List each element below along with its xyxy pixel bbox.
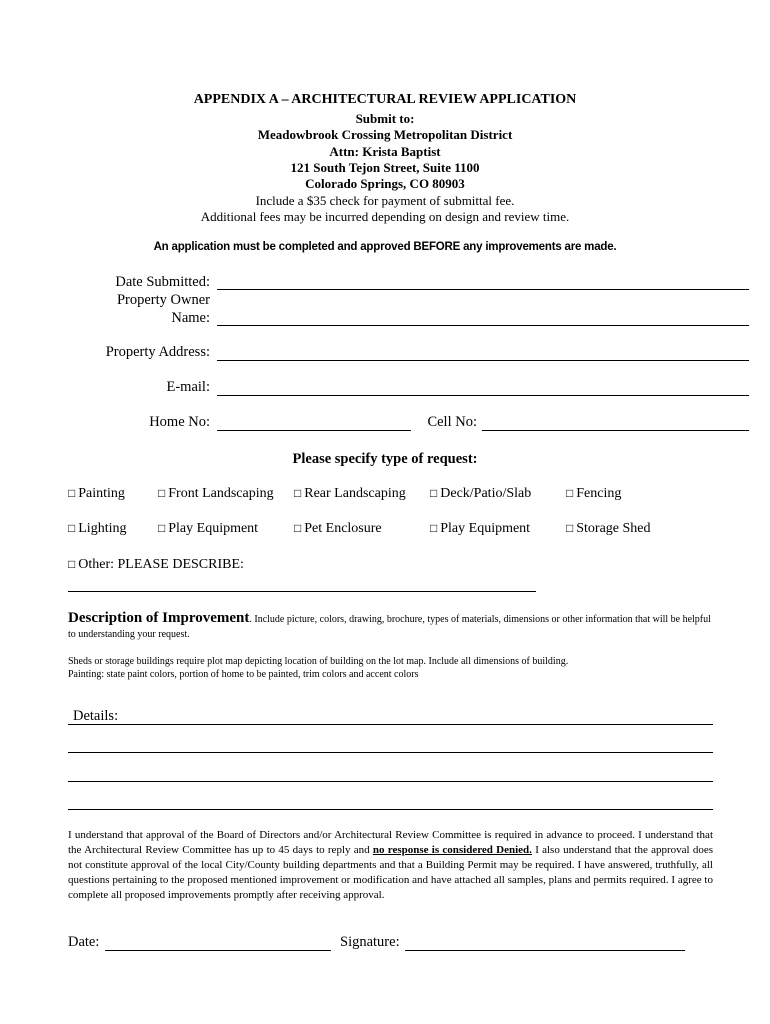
signature-label: Signature: bbox=[340, 934, 400, 950]
checkbox-fencing[interactable] bbox=[566, 486, 621, 502]
other-description-field[interactable] bbox=[68, 591, 536, 592]
city-state-zip: Colorado Springs, CO 80903 bbox=[305, 176, 465, 191]
checkbox-front-landscaping[interactable] bbox=[158, 486, 274, 502]
page-title: APPENDIX A – ARCHITECTURAL REVIEW APPLICATION bbox=[193, 92, 577, 107]
organization-name: Meadowbrook Crossing Metropolitan District bbox=[257, 127, 513, 142]
checkbox-other[interactable] bbox=[68, 557, 244, 573]
checkbox-box: □ bbox=[158, 521, 166, 535]
checkbox-label: Pet Enclosure bbox=[304, 521, 382, 536]
checkbox-box: □ bbox=[566, 486, 574, 500]
sheds-note: Sheds or storage buildings require plot map depicting location of building on the lot map. Include all dimensions of building. bbox=[68, 656, 569, 667]
agreement-text-1: I understand that approval of the Board of Directors and/or Architectural Review Committee is required in advance to proceed. I understand that the Architectural Review Committee has up to 45 days to reply and bbox=[68, 829, 713, 856]
date-submitted-label: Date Submitted: bbox=[115, 274, 210, 290]
details-label: Details: bbox=[73, 708, 119, 724]
date-submitted-field[interactable] bbox=[217, 289, 749, 290]
checkbox-lighting[interactable] bbox=[68, 521, 126, 537]
property-address-field[interactable] bbox=[217, 360, 749, 361]
owner-label-line1: Property Owner bbox=[116, 292, 210, 308]
painting-note: Painting: state paint colors, portion of home to be painted, trim colors and accent colors bbox=[68, 669, 419, 680]
home-phone-field[interactable] bbox=[217, 430, 411, 431]
checkbox-painting[interactable] bbox=[68, 486, 125, 502]
checkbox-box: □ bbox=[294, 486, 302, 500]
signature-field[interactable] bbox=[405, 950, 685, 951]
date-field[interactable] bbox=[105, 950, 331, 951]
request-type-heading: Please specify type of request: bbox=[292, 451, 478, 467]
checkbox-box: □ bbox=[158, 486, 166, 500]
cell-phone-field[interactable] bbox=[482, 430, 749, 431]
fee-note: Include a $35 check for payment of submittal fee. bbox=[255, 193, 515, 208]
details-line-3[interactable] bbox=[68, 781, 713, 782]
details-line-2[interactable] bbox=[68, 752, 713, 753]
checkbox-box: □ bbox=[430, 486, 438, 500]
description-instructions: . Include picture, colors, drawing, brochure, types of materials, dimensions or other information that will be helpful to understanding your request. bbox=[68, 614, 711, 640]
checkbox-label: Front Landscaping bbox=[168, 486, 274, 501]
submit-to: Submit to: bbox=[355, 111, 415, 126]
details-line-4[interactable] bbox=[68, 809, 713, 810]
checkbox-box: □ bbox=[430, 521, 438, 535]
checkbox-storage-shed[interactable] bbox=[566, 521, 651, 537]
checkbox-label: Fencing bbox=[576, 486, 622, 501]
property-address-label: Property Address: bbox=[105, 344, 210, 360]
checkbox-box: □ bbox=[566, 521, 574, 535]
email-field[interactable] bbox=[217, 395, 749, 396]
checkbox-label: Storage Shed bbox=[576, 521, 651, 536]
checkbox-play-equipment-2[interactable] bbox=[430, 521, 530, 537]
description-heading: Description of Improvement bbox=[68, 610, 250, 626]
agreement-paragraph bbox=[68, 828, 713, 903]
email-label: E-mail: bbox=[166, 379, 210, 395]
attention-line: Attn: Krista Baptist bbox=[329, 144, 441, 159]
checkbox-deck-patio-slab[interactable] bbox=[430, 486, 531, 502]
agreement-text-2: I also understand that the approval does not constitute approval of the local City/County building departments and that a Building Permit may be required. I have answered, truthfully, all questions pertaining to the proposed mentioned improvement or modification and have attached all samples, plans and permits required. I agree to complete all proposed improvements promptly after receiving approval. bbox=[68, 844, 713, 901]
checkbox-label: Rear Landscaping bbox=[304, 486, 406, 501]
checkbox-play-equipment[interactable] bbox=[158, 521, 258, 537]
approval-warning: An application must be completed and approved BEFORE any improvements are made. bbox=[153, 241, 617, 253]
additional-fees-note: Additional fees may be incurred depending on design and review time. bbox=[200, 209, 570, 224]
checkbox-box: □ bbox=[68, 557, 76, 571]
checkbox-label: Painting bbox=[78, 486, 125, 501]
street-address: 121 South Tejon Street, Suite 1100 bbox=[290, 160, 480, 175]
owner-label-line2: Name: bbox=[171, 310, 210, 326]
checkbox-box: □ bbox=[68, 521, 76, 535]
cell-phone-label: Cell No: bbox=[427, 414, 477, 430]
checkbox-box: □ bbox=[68, 486, 76, 500]
date-label: Date: bbox=[68, 934, 100, 950]
checkbox-label: Play Equipment bbox=[168, 521, 259, 536]
checkbox-rear-landscaping[interactable] bbox=[294, 486, 406, 502]
checkbox-box: □ bbox=[294, 521, 302, 535]
description-intro bbox=[68, 611, 713, 641]
checkbox-pet-enclosure[interactable] bbox=[294, 521, 382, 537]
home-phone-label: Home No: bbox=[149, 414, 210, 430]
agreement-denied-note: no response is considered Denied. bbox=[372, 844, 532, 856]
checkbox-label: Lighting bbox=[78, 521, 127, 536]
owner-name-field[interactable] bbox=[217, 325, 749, 326]
checkbox-label: Play Equipment bbox=[440, 521, 531, 536]
checkbox-label: Other: PLEASE DESCRIBE: bbox=[78, 557, 244, 572]
checkbox-label: Deck/Patio/Slab bbox=[440, 486, 532, 501]
details-line-1[interactable] bbox=[68, 724, 713, 725]
